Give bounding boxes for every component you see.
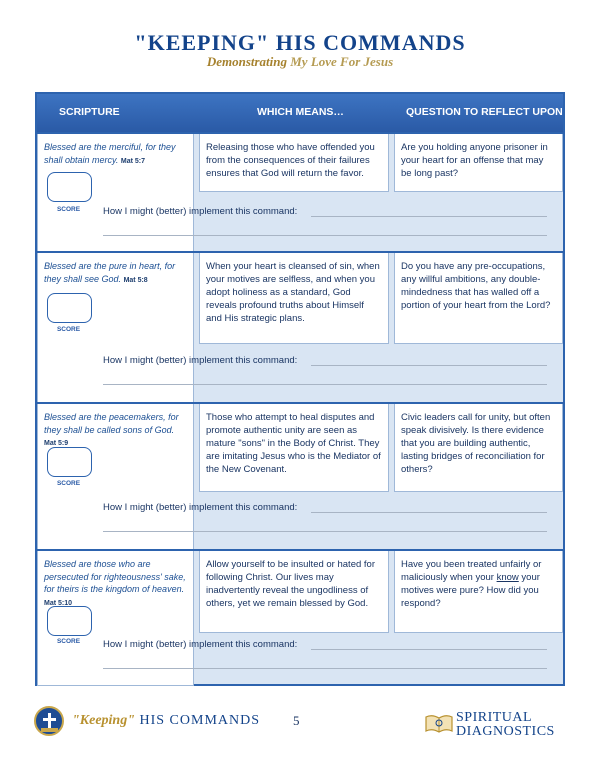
- scripture-text: Blessed are the pure in heart, for they shall see God. Mat 5:8: [44, 261, 176, 284]
- meaning-text: Releasing those who have offended you from the consequences of their failures ensures that God will return the favor.: [206, 142, 375, 179]
- implement-label: How I might (better) implement this command:: [103, 639, 298, 650]
- scripture-cell: [37, 253, 194, 404]
- score-label: SCORE: [56, 480, 81, 487]
- score-input[interactable]: [47, 293, 92, 323]
- subtitle-emphasis: Demonstrating: [206, 54, 287, 69]
- meaning-text: Allow yourself to be insulted or hated for following Christ. Our lives may inadvertently reveal the ungodliness of others, yet we remain blessed by God.: [206, 559, 375, 609]
- scripture-text: Blessed are the merciful, for they shall obtain mercy. Mat 5:7: [44, 142, 176, 165]
- meaning-cell: [199, 253, 389, 344]
- question-text: Have you been treated unfairly or maliciously when your know your motives were pure? How did you respond?: [401, 559, 542, 609]
- question-text: Are you holding anyone prisoner in your heart for an offense that may be long past?: [401, 142, 548, 179]
- scripture-cell: [37, 404, 194, 551]
- scripture-reference: Mat 5:8: [123, 276, 148, 284]
- table-header: [37, 94, 563, 132]
- brand-logo: [456, 711, 555, 739]
- score-label: SCORE: [56, 206, 81, 213]
- score-input[interactable]: [47, 172, 92, 202]
- table-row: [37, 549, 563, 684]
- implement-line[interactable]: [103, 235, 547, 236]
- score-input[interactable]: [47, 606, 92, 636]
- table-row: [37, 402, 563, 549]
- implement-line[interactable]: [311, 512, 547, 513]
- column-header-question: QUESTION TO REFLECT UPON: [406, 106, 563, 118]
- page-number: 5: [293, 713, 300, 728]
- table-row: [37, 251, 563, 402]
- question-cell: [394, 551, 563, 633]
- column-header-scripture: SCRIPTURE: [59, 106, 120, 118]
- question-cell: [394, 253, 563, 344]
- implement-label: How I might (better) implement this command:: [103, 502, 298, 513]
- footer-his-commands: HIS COMMANDS: [135, 713, 261, 728]
- implement-line[interactable]: [103, 531, 547, 532]
- brand-line1: SPIRITUAL: [456, 710, 533, 725]
- table-row: [37, 132, 563, 251]
- meaning-cell: [199, 404, 389, 492]
- question-text: Do you have any pre-occupations, any willful ambitions, any double-mindedness that has walled off a portion of your heart from the Lord?: [401, 261, 551, 311]
- scripture-reference: Mat 5:9: [44, 440, 69, 447]
- implement-line[interactable]: [311, 649, 547, 650]
- subtitle-rest: My Love For Jesus: [287, 54, 394, 69]
- brand-line2: DIAGNOSTICS: [456, 724, 555, 739]
- meaning-cell: [199, 551, 389, 633]
- open-book-icon: [424, 712, 454, 734]
- score-label: SCORE: [56, 638, 81, 645]
- footer-keeping: "Keeping": [72, 713, 135, 728]
- implement-line[interactable]: [103, 384, 547, 385]
- implement-line[interactable]: [311, 216, 547, 217]
- implement-label: How I might (better) implement this command:: [103, 355, 298, 366]
- commands-table: [35, 92, 565, 686]
- score-input[interactable]: [47, 447, 92, 477]
- implement-label: How I might (better) implement this command:: [103, 206, 298, 217]
- scripture-reference: Mat 5:7: [120, 157, 146, 165]
- footer-title: [72, 713, 260, 729]
- scripture-text: Blessed are those who are persecuted for righteousness' sake, for theirs is the kingdom of heaven. Mat 5:10: [44, 559, 186, 607]
- meaning-cell: [199, 134, 389, 192]
- keeping-logo-icon: [34, 706, 64, 736]
- question-cell: [394, 134, 563, 192]
- score-label: SCORE: [56, 326, 81, 333]
- scripture-reference: Mat 5:10: [44, 599, 73, 607]
- page-title: "KEEPING" HIS COMMANDS: [134, 30, 466, 55]
- page-subtitle: [0, 54, 600, 70]
- underlined-word: know: [496, 572, 519, 583]
- scripture-text: Blessed are the peacemakers, for they shall be called sons of God. Mat 5:9: [44, 412, 179, 447]
- meaning-text: Those who attempt to heal disputes and promote authentic unity are seen as mature "sons" in the Body of Christ. They are imitating Jesus who is the Mediator of the New Covenant.: [206, 412, 381, 475]
- implement-line[interactable]: [103, 668, 547, 669]
- column-header-which-means: WHICH MEANS…: [257, 106, 344, 118]
- question-text: Civic leaders call for unity, but often speak divisively. Is there evidence that you are building authentic, lasting bridges of reconciliation for others?: [401, 412, 551, 475]
- meaning-text: When your heart is cleansed of sin, when your motives are selfless, and when you adopt holiness as a standard, God reveals profound truths about Himself and His strategic plans.: [206, 261, 380, 324]
- scripture-cell: [37, 551, 194, 686]
- implement-line[interactable]: [311, 365, 547, 366]
- question-cell: [394, 404, 563, 492]
